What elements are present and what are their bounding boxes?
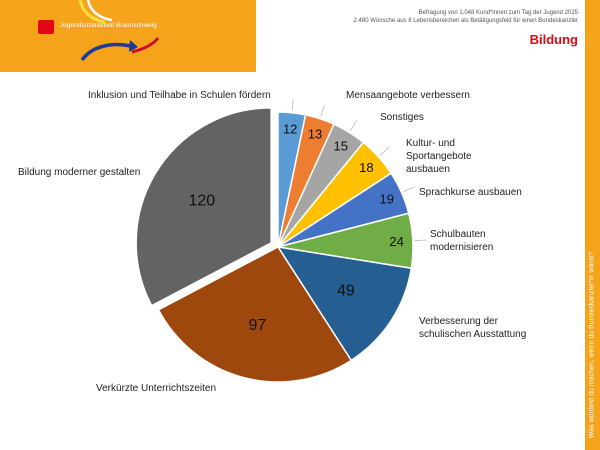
data-label-verk-rzte-unterrichtszeiten: 97 <box>248 316 267 334</box>
leader-line-inklusion-und-teilhabe-in-schulen-f-rdern <box>292 99 293 111</box>
side-question: Was würdest du machen, wenn du Bundeskanzler*in wärst? <box>588 251 596 439</box>
label-sonstiges: Sonstiges <box>380 112 424 123</box>
data-label-sprachkurse-ausbauen: 19 <box>379 191 394 207</box>
topic-title: Bildung <box>529 32 578 47</box>
leader-line-sonstiges <box>350 120 356 130</box>
data-label-schulbauten-modernisieren: 24 <box>389 233 404 249</box>
leader-line-schulbauten-modernisieren <box>415 240 427 241</box>
label-ausstattung: Verbesserung der schulischen Ausstattung <box>419 316 527 340</box>
label-sprachkurse: Sprachkurse ausbauen <box>419 187 522 198</box>
data-label-kultur-und-sportangebote-ausbauen: 18 <box>359 160 374 176</box>
label-mensa: Mensaangebote verbessern <box>346 90 470 101</box>
data-label-verbesserung-der-schulischen-ausstattung: 49 <box>336 282 355 300</box>
label-kultur: Kultur- und Sportangebote ausbauen <box>406 138 472 175</box>
data-label-sonstiges: 15 <box>333 138 348 154</box>
label-verkuerzte: Verkürzte Unterrichtszeiten <box>96 383 217 394</box>
leader-line-kultur-und-sportangebote-ausbauen <box>380 147 389 155</box>
logo-text: Jugendsozialarbeit Braunschweig <box>60 22 157 29</box>
data-label-bildung-moderner-gestalten: 120 <box>188 192 216 210</box>
label-inklusion: Inklusion und Teilhabe in Schulen fördern <box>88 90 271 101</box>
data-label-inklusion-und-teilhabe-in-schulen-f-rdern: 12 <box>282 121 298 137</box>
leader-line-mensaangebote-verbessern <box>321 105 325 116</box>
leader-line-sprachkurse-ausbauen <box>403 187 414 192</box>
survey-meta-line2: 2.480 Wünsche aus 8 Lebensbereichen als Betätigungsfeld für einen Bundeskanzler <box>353 18 578 24</box>
survey-meta-line1: Befragung von 1.048 Kund*innen zum Tag der Jugend 2025 <box>418 10 578 16</box>
data-label-mensaangebote-verbessern: 13 <box>307 126 323 142</box>
label-schulbauten: Schulbauten modernisieren <box>430 229 494 253</box>
label-moderner: Bildung moderner gestalten <box>18 167 141 178</box>
